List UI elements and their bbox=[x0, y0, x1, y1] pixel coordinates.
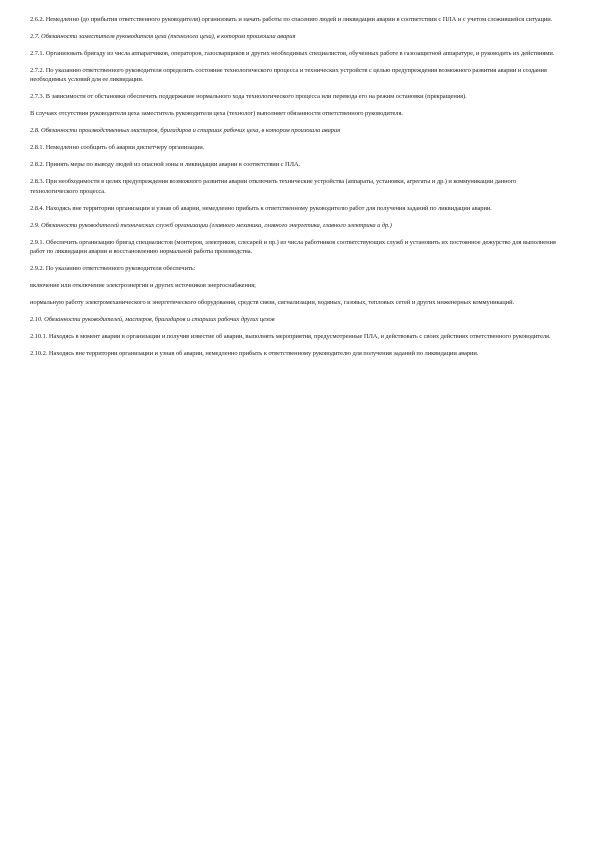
paragraph-2-10-1: 2.10.1. Находясь в момент аварии в организации и получив известие об аварии, выполнять мероприятия, предусмотренные ПЛА, и действовать с своих действиях ответственного руководителя. bbox=[30, 333, 551, 341]
paragraph-2-6-2: 2.6.2. Немедленно (до прибытия ответственного руководителя) организовать и начать работы по спасению людей и ликвидации аварии в соответствии с ПЛА и с учетом сложившейся ситуации. bbox=[30, 16, 553, 23]
paragraph-equipment-operation: нормальную работу электромеханического и энергетического оборудования, средств связи, сигнализации, водяных, газовых, тепловых сетей и других инженерных коммуникаций. bbox=[30, 299, 515, 307]
paragraph-2-8-2: 2.8.2. Принять меры по выводу людей из опасной зоны и ликвидации аварии в соответствии с ПЛА. bbox=[30, 161, 301, 169]
paragraph-2-7-2: 2.7.2. По указанию ответственного руководителя определить состояние технологического процесса и технических устройств с целью предупреждения возможного развития аварии и создания необходимых условий для ее ликвидации. bbox=[30, 67, 547, 84]
section-heading-2-8: 2.8. Обязанности производственных мастеров, бригадиров и старших рабочих цеха, в котором произошла авария bbox=[30, 127, 341, 135]
section-heading-2-7: 2.7. Обязанности заместителя руководителя цеха (технолога цеха), в котором произошла авария bbox=[30, 33, 296, 40]
paragraph-2-10-2: 2.10.2. Находясь вне территории организации и узнав об аварии, немедленно прибыть к ответственному руководителю для получения заданий по ликвидации аварии. bbox=[30, 350, 479, 358]
paragraph-2-7-3: 2.7.3. В зависимости от обстановки обеспечить поддержание нормального хода технологического процесса или перевода его на режим остановки (прекращения). bbox=[30, 93, 467, 101]
paragraph-2-8-3: 2.8.3. При необходимости в целях предупреждения возможного развития аварии отключить технические устройства (аппараты, установки, агрегаты и др.) и коммуникации данного технологического процесса. bbox=[30, 178, 517, 195]
paragraph-deputy-note: В случаях отсутствия руководителя цеха заместитель руководителя цеха (технолог) выполняет обязанности ответственного руководителя. bbox=[30, 110, 403, 118]
paragraph-2-8-4: 2.8.4. Находясь вне территории организации и узнав об аварии, немедленно прибыть к ответственному руководителю работ для получения заданий по ликвидации аварии. bbox=[30, 204, 492, 212]
paragraph-2-8-1: 2.8.1. Немедленно сообщить об аварии диспетчеру организации. bbox=[30, 144, 205, 152]
section-heading-2-10: 2.10. Обязанности руководителей, мастеров, бригадиров и старших рабочих других цехов bbox=[30, 316, 275, 324]
paragraph-2-7-1: 2.7.1. Организовать бригаду из числа аппаратчиков, операторов, газосварщиков и других необходимых специалистов, обученных работе в газозащитной аппаратуре, и руководить их действиями. bbox=[30, 50, 555, 57]
paragraph-power-switching: включение или отключение электроэнергии и других источников энергоснабжения; bbox=[30, 282, 256, 290]
paragraph-2-9-2: 2.9.2. По указанию ответственного руководителя обеспечить: bbox=[30, 265, 196, 273]
section-heading-2-9: 2.9. Обязанности руководителей технических служб организации (главного механика, главного энергетика, главного электрика и др.) bbox=[30, 221, 392, 229]
paragraph-2-9-1: 2.9.1. Обеспечить организацию бригад специалистов (монтеров, электриков, слесарей и пр.) из числа работников соответствующих служб и установить их постоянное дежурство для выполнения работ по ликвидации аварии и восстановлению нормальной работы производства. bbox=[30, 238, 556, 256]
